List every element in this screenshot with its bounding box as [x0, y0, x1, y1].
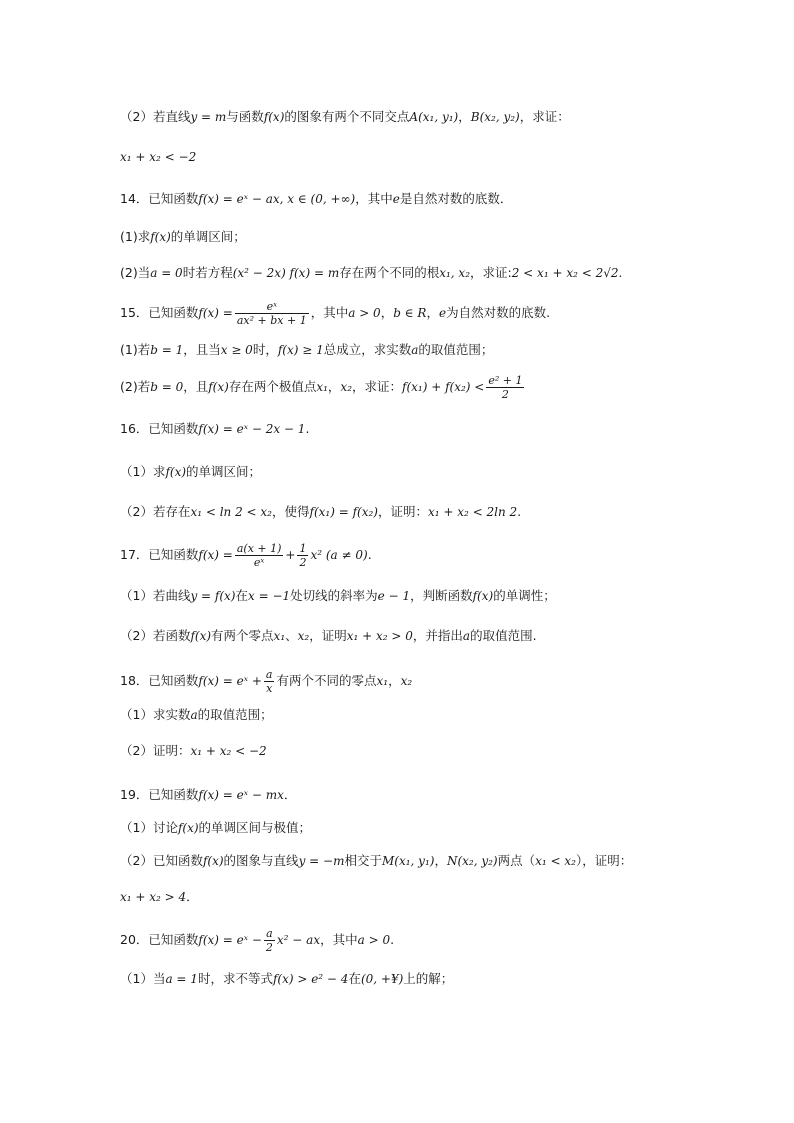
math: B(x₂, y₂) [470, 110, 520, 124]
fraction: $\frac{a}{2}$ [265, 927, 273, 954]
math: f(x) [165, 465, 187, 479]
math: f(x) = eˣ − [198, 933, 262, 947]
math: x₁ < ln 2 < x₂ [190, 505, 272, 519]
math: a [462, 629, 471, 643]
math: f(x₁) + f(x₂) < [402, 380, 485, 394]
math: e − 1 [377, 589, 411, 603]
math: f(x) = eˣ − 2x − 1 [198, 422, 306, 436]
math: e [392, 192, 400, 206]
fraction: $\frac{\text{eˣ}}{\text{ax² + bx + 1}}$ [236, 300, 307, 327]
math: x² (a ≠ 0) [310, 548, 368, 562]
math: f(x) [190, 629, 212, 643]
problem-17-part-1: （1）若曲线y = f(x)在x = −1处切线的斜率为e − 1，判断函数f(x)的单调性； [120, 588, 556, 603]
math: M(x₁, y₁) [381, 854, 435, 868]
math: x² − ax [276, 933, 321, 947]
math: f(x) [202, 854, 224, 868]
math: x₁ + x₂ < 2ln 2 [427, 505, 518, 519]
math: f(x) = [198, 306, 233, 320]
math: f(x) = [198, 548, 233, 562]
math: A(x₁, y₁) [409, 110, 459, 124]
fraction: $\frac{1}{2}$ [299, 542, 307, 569]
math: e [438, 306, 447, 320]
math: (0, +¥) [360, 972, 404, 986]
math: a [190, 708, 198, 722]
math: x₁ + x₂ < −2 [120, 150, 197, 164]
math: f(x) = eˣ + [198, 674, 262, 688]
math: f(x) [263, 110, 285, 124]
problem-18-part-2: （2）证明：x₁ + x₂ < −2 [120, 743, 267, 758]
problem-18-stem: 18．已知函数f(x) = eˣ + $\frac{a}{x}$ 有两个不同的零点x₁，x₂ [120, 668, 413, 695]
problem-14-stem: 14．已知函数f(x) = eˣ − ax, x ∈ (0, +∞)，其中e是自然对数的底数． [120, 191, 513, 206]
math: x₂ [400, 674, 413, 688]
math: x₂ [340, 380, 352, 394]
math: b = 1 [150, 343, 184, 357]
math: y = m [190, 110, 227, 124]
math: a [411, 343, 419, 357]
math: a > 0 [357, 933, 391, 947]
math: f(x) ≥ 1 [277, 343, 324, 357]
math: a > 0 [348, 306, 381, 320]
problem-14-part-2: (2)当a = 0时若方程(x² − 2x) f(x) = m存在两个不同的根x₁, x₂，求证:2 < x₁ + x₂ < 2√2. [120, 265, 623, 280]
problem-13-part-2: （2）若直线y = m与函数f(x)的图象有两个不同交点A(x₁, y₁)，B(x₂, y₂)，求证： [120, 109, 570, 124]
math: f(x) = eˣ − ax, x ∈ (0, +∞) [198, 192, 356, 206]
math: x ≥ 0 [220, 343, 253, 357]
problem-16-stem: 16．已知函数f(x) = eˣ − 2x − 1. [120, 421, 310, 436]
math: f(x₁) = f(x₂) [309, 505, 378, 519]
math: 2 < x₁ + x₂ < 2√2. [511, 266, 623, 280]
math: y = f(x) [190, 589, 236, 603]
problem-15-part-1: (1)若b = 1，且当x ≥ 0时，f(x) ≥ 1总成立，求实数a的取值范围； [120, 342, 494, 357]
math: f(x) [208, 380, 229, 394]
math: f(x) [150, 230, 171, 244]
problem-18-part-1: （1）求实数a的取值范围； [120, 707, 273, 722]
math: a = 0 [150, 266, 183, 280]
math: x₁ [376, 674, 389, 688]
math: x₁ + x₂ > 0 [346, 629, 413, 643]
problem-15-part-2: (2)若b = 0，且f(x)存在两个极值点x₁，x₂，求证：f(x₁) + f(x₂) < $\frac{\text{e² + 1}}{2}$ [120, 374, 523, 401]
math: b = 0 [150, 380, 184, 394]
problem-17-stem: 17．已知函数f(x) = $\frac{a(x + 1)}{\text{eˣ}}$ + $\frac{1}{2}$ x² (a ≠ 0). [120, 542, 372, 569]
problem-19-stem: 19．已知函数f(x) = eˣ − mx． [120, 787, 297, 802]
problem-13-part-2-cont [120, 148, 196, 166]
problem-20-stem: 20．已知函数f(x) = eˣ − $\frac{a}{2}$ x² − ax，其中a > 0. [120, 927, 395, 954]
problem-17-part-2: （2）若函数f(x)有两个零点x₁、x₂，证明x₁ + x₂ > 0，并指出a的取值范围. [120, 628, 537, 643]
fraction: $\frac{\text{e² + 1}}{2}$ [488, 374, 523, 401]
math: x₂ [297, 629, 310, 643]
math: x₁ [316, 380, 328, 394]
math: x = −1 [248, 589, 291, 603]
math: N(x₂, y₂) [446, 854, 498, 868]
math: x₁ + x₂ > 4 [120, 890, 187, 904]
math: f(x) = eˣ − mx [198, 788, 284, 802]
math: f(x) [177, 821, 199, 835]
problem-19-part-2: （2）已知函数f(x)的图象与直线y = −m相交于M(x₁, y₁)，N(x₂, y₂)两点（x₁ < x₂），证明： [120, 853, 633, 868]
math: x₁ < x₂ [535, 854, 576, 868]
math: f(x) [472, 589, 494, 603]
problem-16-part-1: （1）求f(x)的单调区间； [120, 464, 262, 479]
problem-19-part-2-cont: x₁ + x₂ > 4． [120, 889, 199, 904]
problem-14-part-1: (1)求f(x)的单调区间； [120, 229, 246, 244]
problem-16-part-2: （2）若存在x₁ < ln 2 < x₂，使得f(x₁) = f(x₂)，证明：x₁ + x₂ < 2ln 2. [120, 504, 522, 519]
math: b ∈ R [393, 306, 427, 320]
math: x₁ [273, 629, 286, 643]
problem-15-stem: 15．已知函数f(x) = $\frac{\text{eˣ}}{\text{ax² + bx + 1}}$ ，其中a > 0，b ∈ R，e为自然对数的底数. [120, 300, 551, 327]
problem-20-part-1: （1）当a = 1时，求不等式f(x) > e² − 4在(0, +¥)上的解； [120, 971, 454, 986]
math: (x² − 2x) f(x) = m [232, 266, 340, 280]
fraction: $\frac{a(x + 1)}{\text{eˣ}}$ [236, 542, 282, 569]
math: a = 1 [165, 972, 198, 986]
math: x₁, x₂ [439, 266, 471, 280]
problem-19-part-1: （1）讨论f(x)的单调区间与极值； [120, 820, 312, 835]
math: y = −m [298, 854, 345, 868]
math: x₁ + x₂ < −2 [190, 744, 267, 758]
fraction: $\frac{a}{x}$ [265, 668, 273, 695]
math: f(x) > e² − 4 [272, 972, 349, 986]
